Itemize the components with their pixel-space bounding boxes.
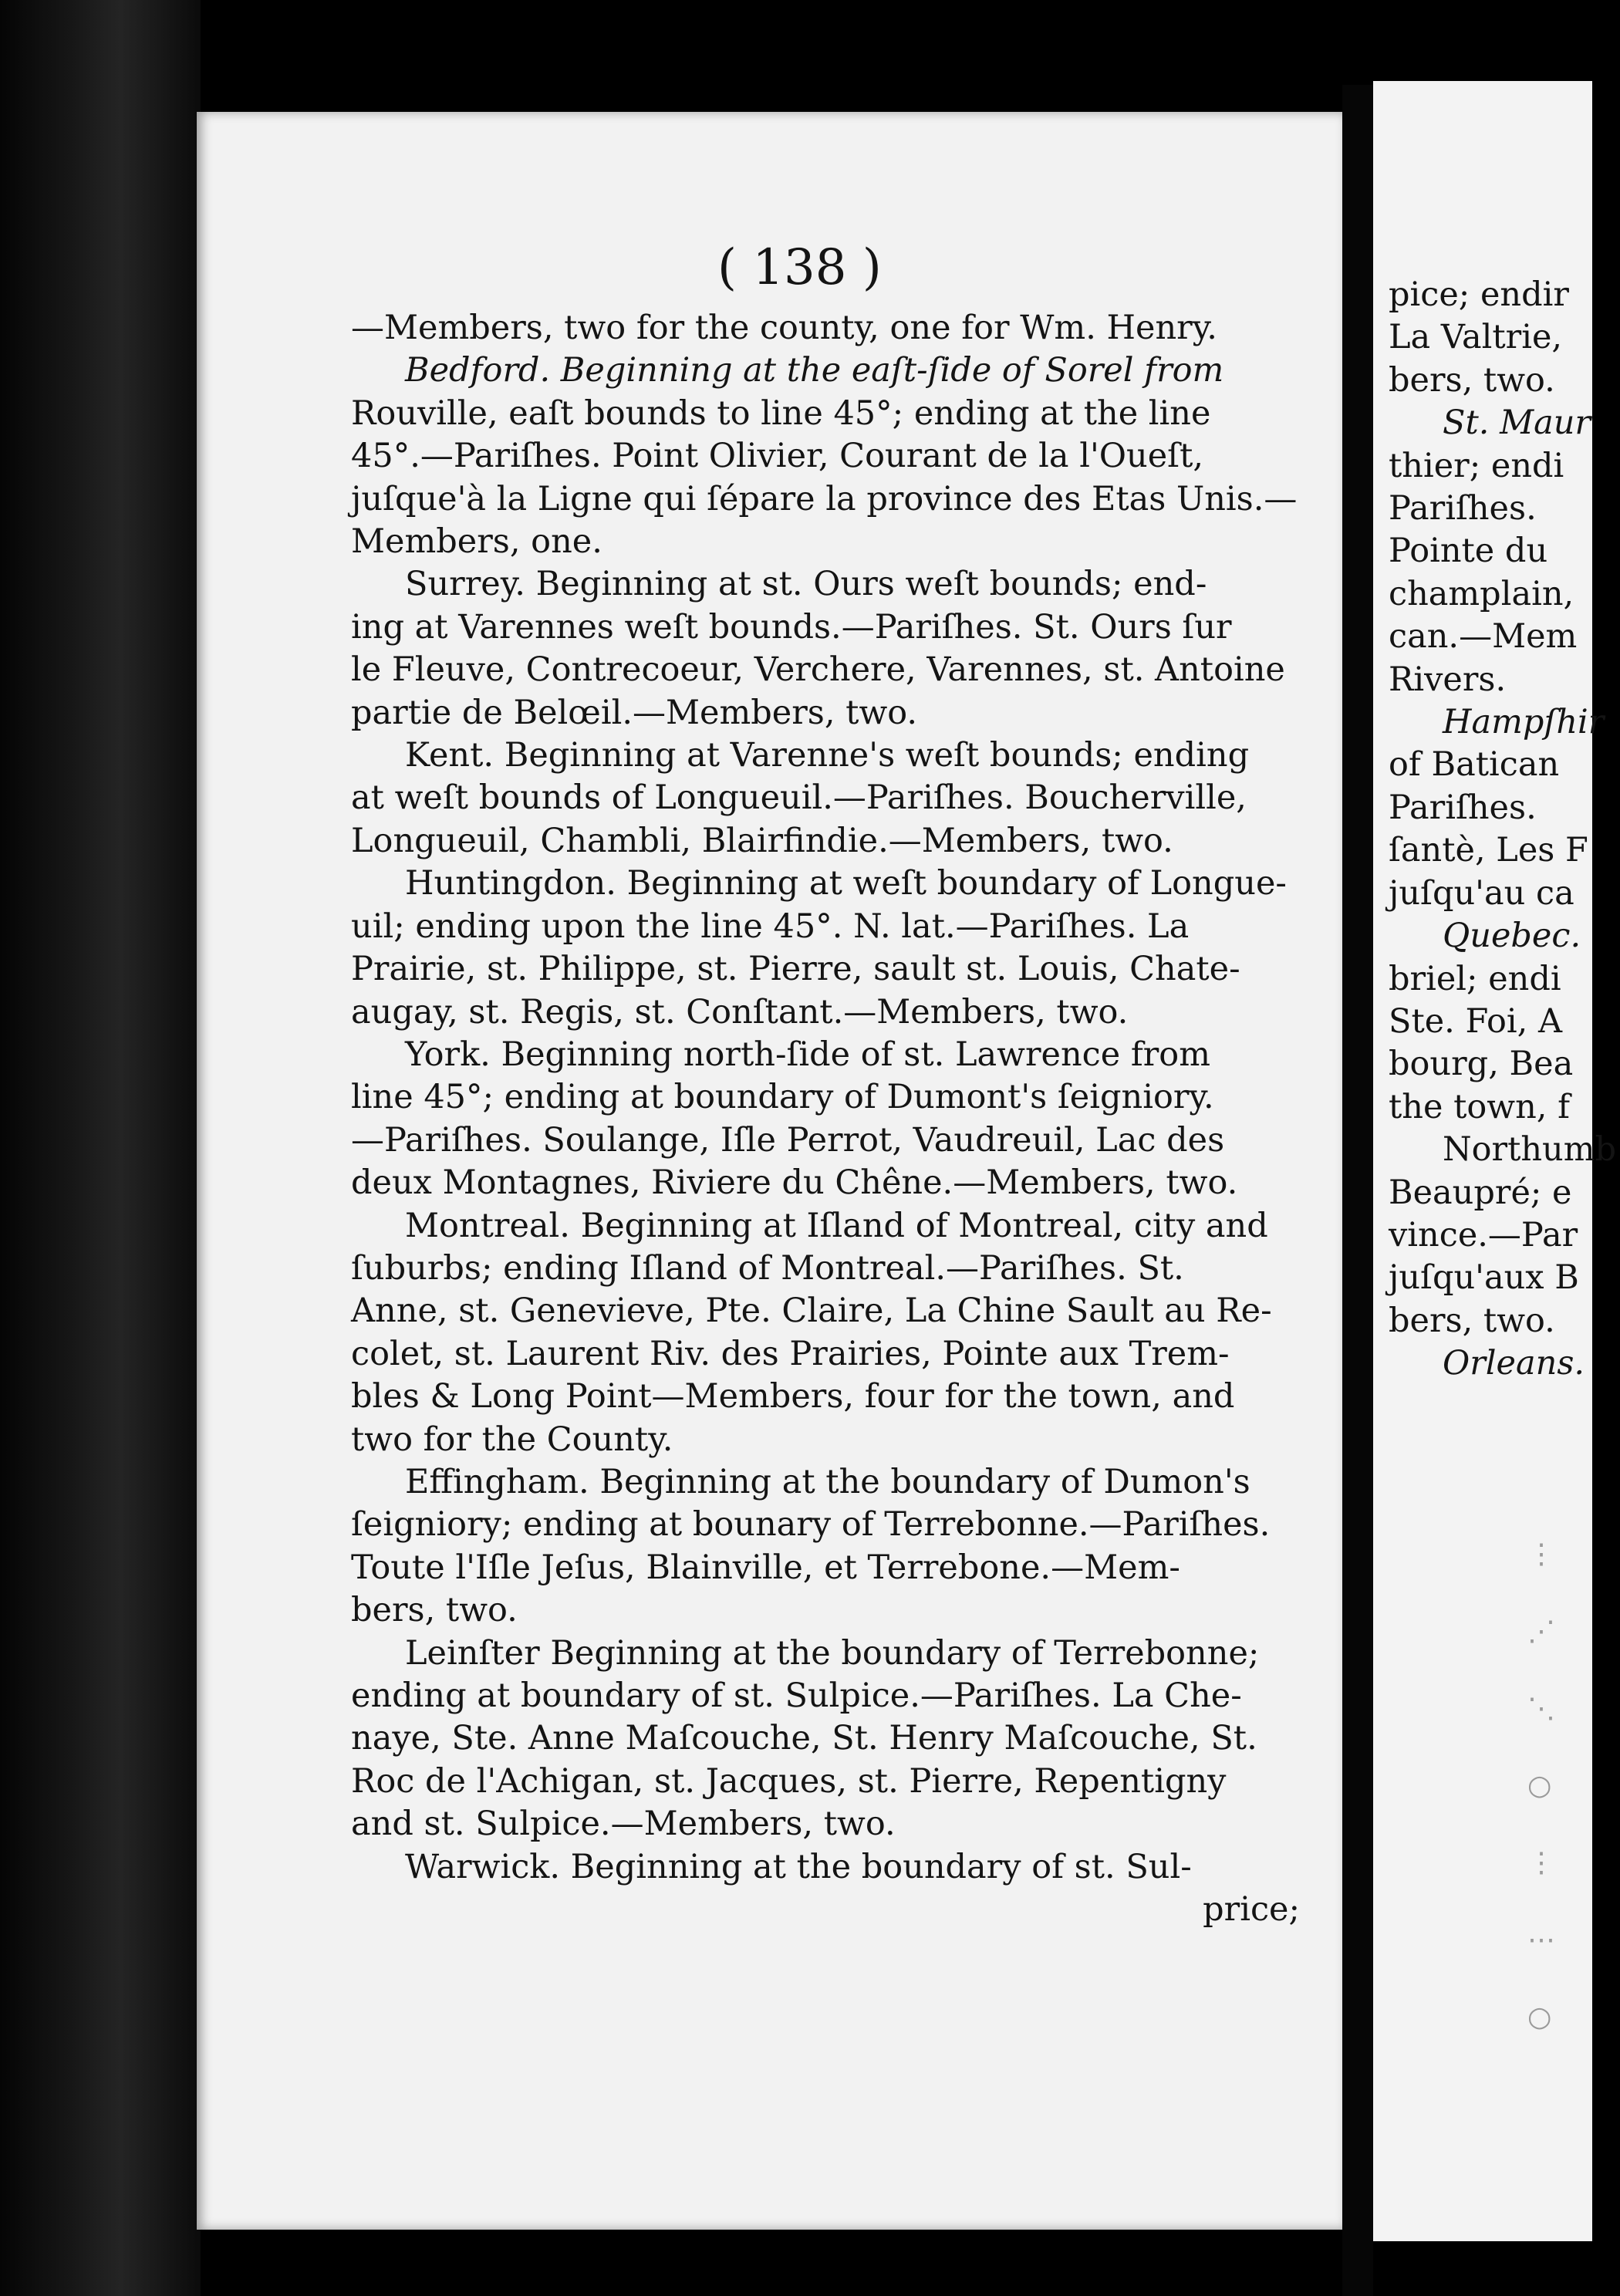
text-line: two for the County. [351, 1420, 673, 1459]
text-line: Toute l'Iſle Jeſus, Blainville, et Terrebone.—Mem- [351, 1548, 1180, 1587]
text-line: colet, st. Laurent Riv. des Prairies, Pointe aux Trem- [351, 1334, 1230, 1373]
facing-text-line: Rivers. [1389, 660, 1507, 699]
text-line: Bedford. Beginning at the eaſt-ſide of Sorel from [405, 351, 1224, 390]
text-line: uil; ending upon the line 45°. N. lat.—Pariſhes. La [351, 907, 1190, 946]
facing-text-line: briel; endi [1389, 959, 1561, 998]
text-line: Huntingdon. Beginning at weſt boundary of Longue- [405, 864, 1287, 903]
facing-text-line: vince.—Par [1389, 1215, 1578, 1254]
text-line: Rouville, eaſt bounds to line 45°; ending at the line [351, 393, 1211, 433]
page-gutter [1342, 85, 1373, 2296]
text-line: Anne, st. Genevieve, Pte. Claire, La Chine Sault au Re- [351, 1292, 1272, 1331]
facing-text-line: juſqu'au ca [1389, 873, 1574, 913]
facing-text-line: St. Maur [1443, 403, 1591, 443]
text-line: Members, one. [351, 522, 602, 562]
facing-text-line: Ste. Foi, A [1389, 1001, 1563, 1041]
text-line: deux Montagnes, Riviere du Chêne.—Members, two. [351, 1163, 1238, 1203]
facing-text-line: pice; endir [1389, 275, 1569, 314]
text-line: Leinſter Beginning at the boundary of Terrebonne; [405, 1633, 1260, 1673]
facing-text-line: bers, two. [1389, 360, 1555, 400]
facing-text-line: bers, two. [1389, 1301, 1555, 1340]
facing-text-line: of Batican [1389, 745, 1560, 785]
text-line: York. Beginning north-ſide of st. Lawrence from [405, 1035, 1210, 1074]
text-line: bles & Long Point—Members, four for the town, and [351, 1377, 1235, 1416]
text-line: ending at boundary of st. Sulpice.—Pariſhes. La Che- [351, 1676, 1242, 1715]
facing-text-line: can.—Mem [1389, 617, 1578, 657]
facing-text-line: Hampſhir [1443, 703, 1605, 742]
text-line: augay, st. Regis, st. Conſtant.—Members, two. [351, 992, 1129, 1032]
facing-text-line: Orleans. [1443, 1344, 1585, 1383]
text-line: Surrey. Beginning at st. Ours weſt bounds; end- [405, 565, 1207, 604]
text-line: le Fleuve, Contrecoeur, Verchere, Varennes, st. Antoine [351, 650, 1285, 690]
text-line: naye, Ste. Anne Maſcouche, St. Henry Maſcouche, St. [351, 1719, 1257, 1758]
text-line: juſque'à la Ligne qui ſépare la province des Etas Unis.— [351, 479, 1298, 518]
text-line: Longueuil, Chambli, Blairfindie.—Members, two. [351, 821, 1173, 860]
text-line: —Pariſhes. Soulange, Iſle Perrot, Vaudreuil, Lac des [351, 1120, 1225, 1160]
text-line: 45°.—Pariſhes. Point Olivier, Courant de la l'Oueſt, [351, 437, 1204, 476]
facing-text-line: ſantè, Les F [1389, 831, 1588, 870]
facing-text-line: thier; endi [1389, 446, 1564, 485]
facing-text-line: bourg, Bea [1389, 1045, 1574, 1084]
facing-text-line: La Valtrie, [1389, 318, 1563, 357]
facing-page-text [1389, 274, 1620, 1386]
bleed-through-marks: ⋮ ⋰ ⋱ ○ ⋮ ⋯ ○ [1527, 1538, 1555, 2033]
text-line: partie de Belœil.—Members, two. [351, 693, 918, 732]
book-spine [0, 0, 201, 2296]
page-number: ( 138 ) [717, 239, 882, 296]
facing-text-line: Pariſhes. [1389, 788, 1537, 827]
text-line: ing at Varennes weſt bounds.—Pariſhes. St. Ours ſur [351, 607, 1232, 647]
facing-page [1373, 81, 1617, 2241]
facing-text-line: Quebec. [1443, 917, 1581, 956]
text-line: price; [1203, 1890, 1300, 1930]
facing-text-line: Pariſhes. [1389, 489, 1537, 528]
text-line: Kent. Beginning at Varenne's weſt bounds; ending [405, 736, 1250, 775]
page-text [351, 307, 1308, 1931]
text-line: Montreal. Beginning at Iſland of Montreal, city and [405, 1206, 1268, 1245]
text-line: Prairie, st. Philippe, st. Pierre, sault st. Louis, Chate- [351, 950, 1240, 989]
text-line: Roc de l'Achigan, st. Jacques, st. Pierre, Repentigny [351, 1761, 1227, 1801]
facing-text-line: juſqu'aux B [1389, 1258, 1579, 1298]
facing-text-line: champlain, [1389, 574, 1574, 613]
text-line: ſuburbs; ending Iſland of Montreal.—Pariſhes. St. [351, 1248, 1184, 1288]
text-line: at weſt bounds of Longueuil.—Pariſhes. Boucherville, [351, 778, 1247, 818]
text-line: Effingham. Beginning at the boundary of Dumon's [405, 1462, 1250, 1501]
text-line: line 45°; ending at boundary of Dumont's ſeigniory. [351, 1078, 1214, 1117]
facing-text-line: the town, f [1389, 1087, 1571, 1126]
text-line: —Members, two for the county, one for Wm. Henry. [351, 309, 1217, 347]
text-line: and st. Sulpice.—Members, two. [351, 1805, 896, 1844]
text-line: ſeigniory; ending at bounary of Terrebonne.—Pariſhes. [351, 1505, 1271, 1545]
text-line: Warwick. Beginning at the boundary of st. Sul- [405, 1847, 1192, 1886]
text-line: bers, two. [351, 1591, 518, 1630]
facing-text-line: Northumb [1443, 1130, 1617, 1170]
facing-text-line: Beaupré; e [1389, 1173, 1572, 1212]
facing-text-line: Pointe du [1389, 532, 1548, 571]
